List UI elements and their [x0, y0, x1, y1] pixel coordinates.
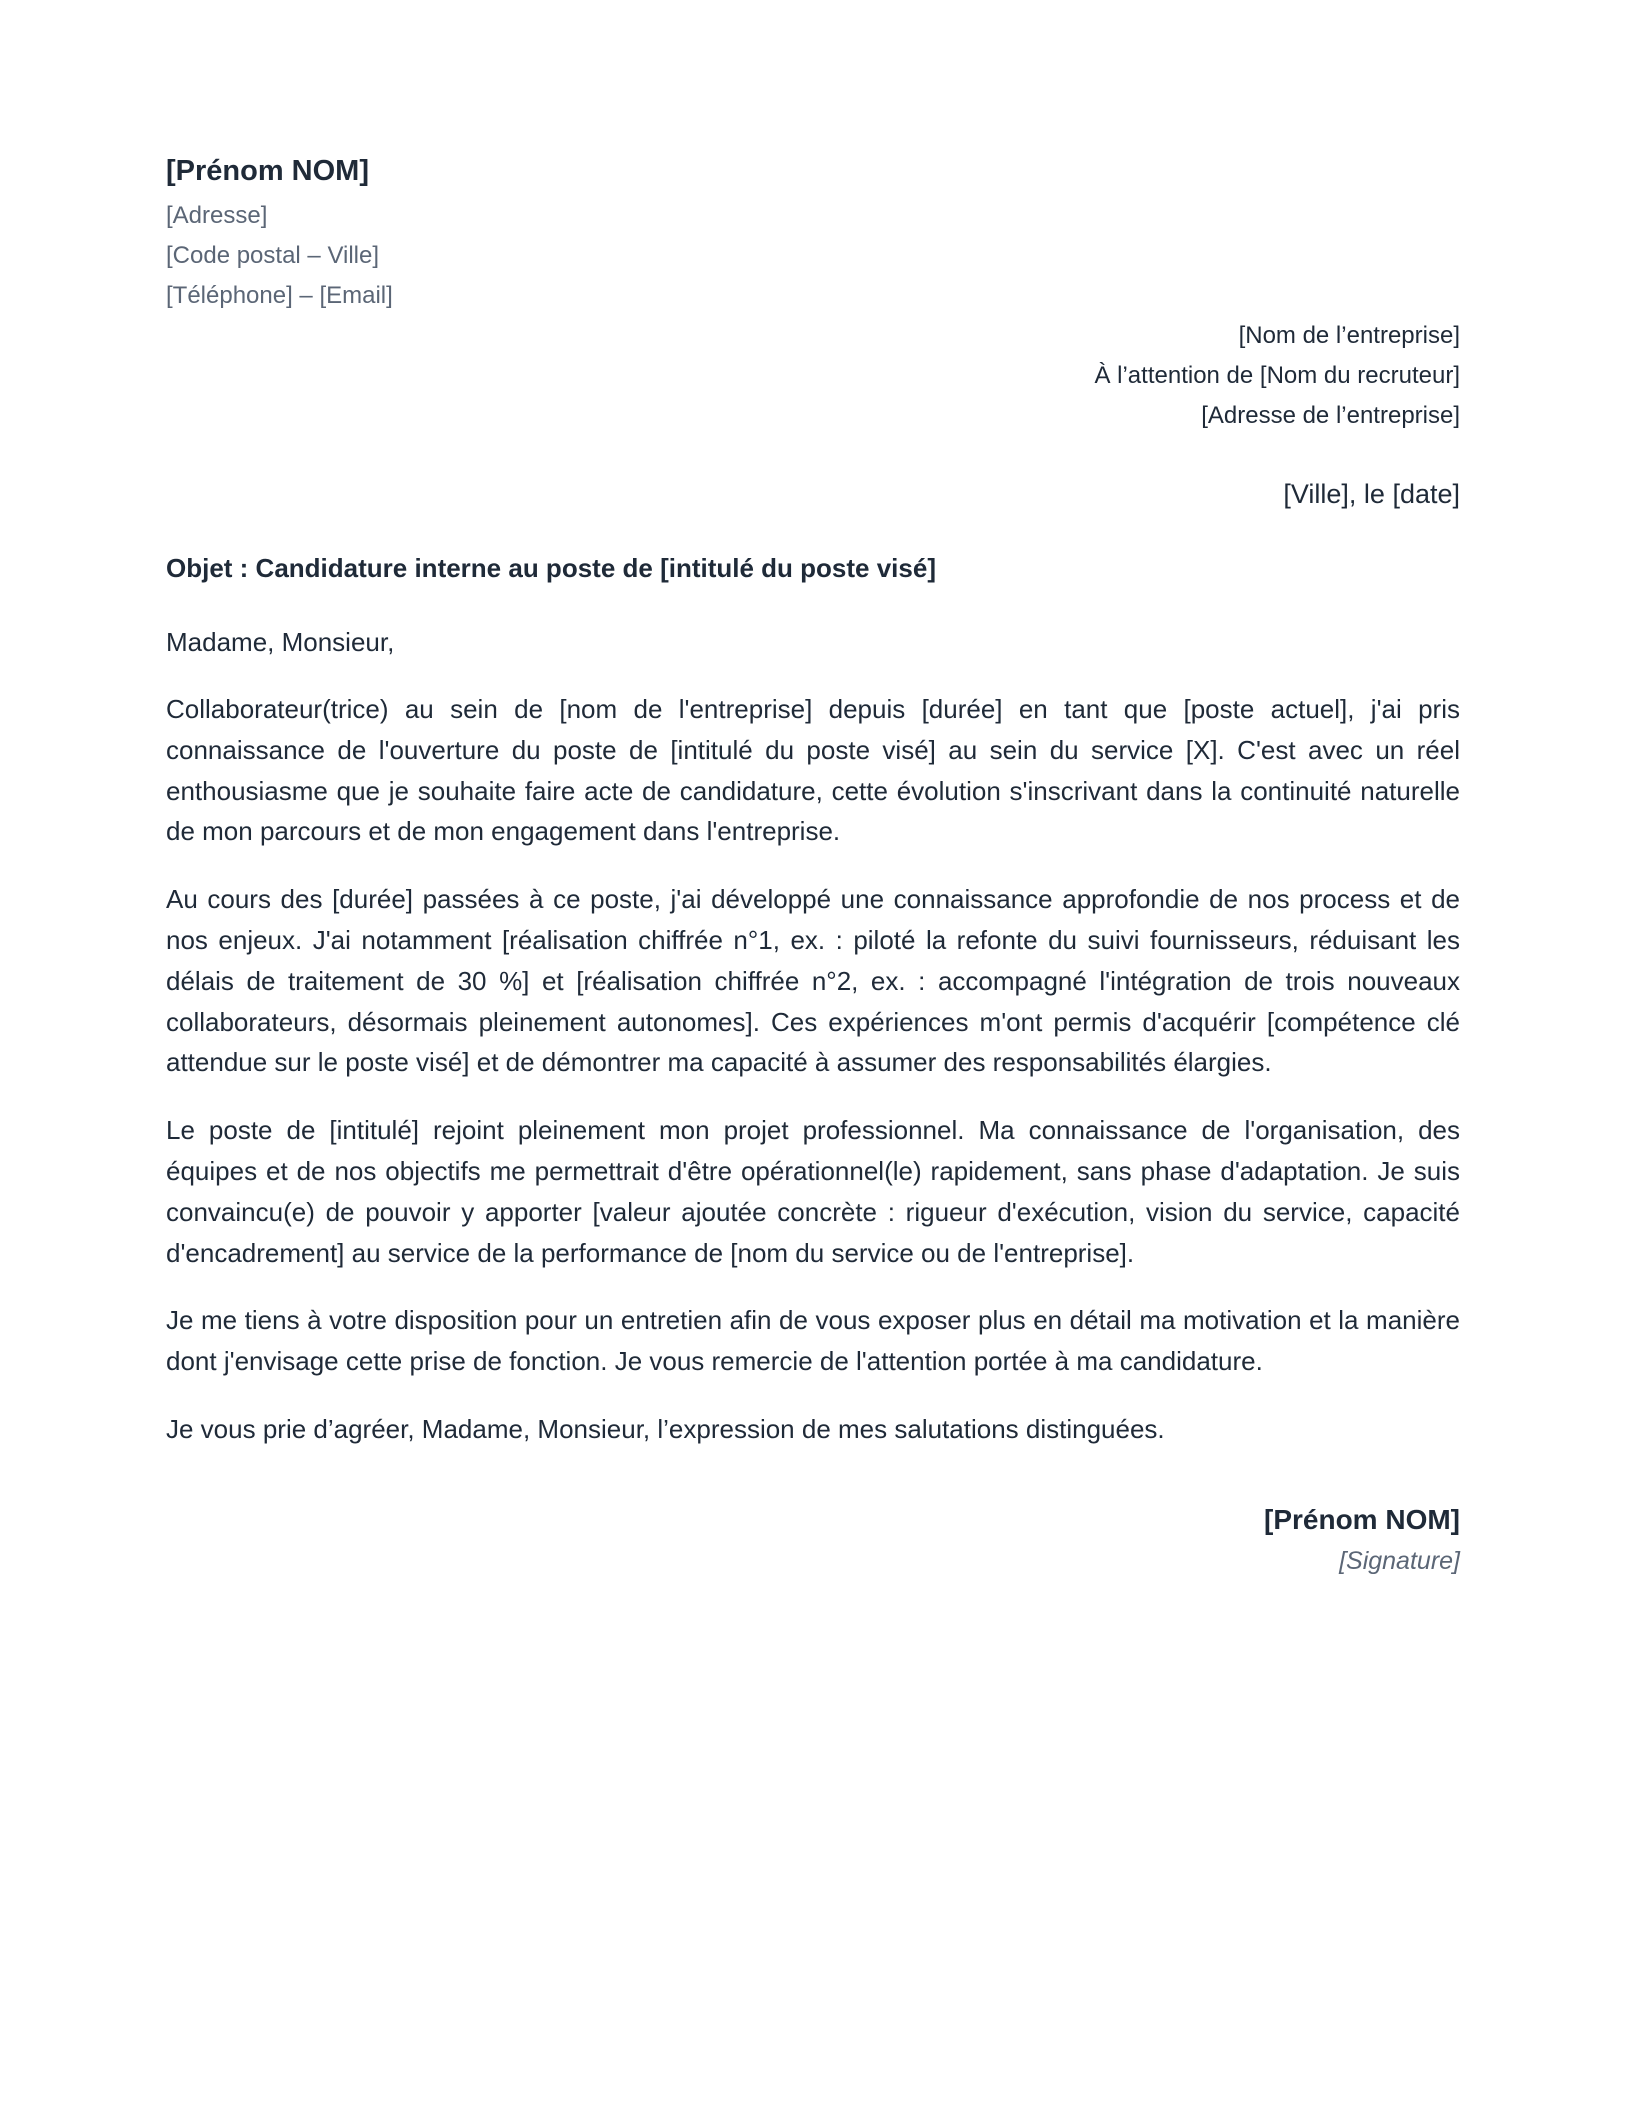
- body-paragraph: Le poste de [intitulé] rejoint pleinement mon projet professionnel. Ma connaissance de l'organisation, des équipes et de nos objectifs me permettrait d'être opérationnel(le) rapidement, sans phase d'adaptation. Je suis convaincu(e) de pouvoir y apporter [valeur ajoutée concrète : rigueur d'exécution, vision du service, capacité d'encadrement] au service de la performance de [nom du service ou de l'entreprise].: [166, 1115, 1460, 1268]
- body-paragraph: Je me tiens à votre disposition pour un entretien afin de vous exposer plus en détail ma motivation et la manière dont j'envisage cette prise de fonction. Je vous remercie de l'attention portée à ma candidature.: [166, 1305, 1460, 1377]
- letter-content: [166, 150, 1460, 1581]
- sender-block: [166, 150, 1460, 316]
- place-date: [Ville], le [date]: [1283, 479, 1460, 509]
- closing-formula: Je vous prie d’agréer, Madame, Monsieur, l’expression de mes salutations distinguées.: [166, 1413, 1165, 1444]
- recipient-address: [Adresse de l’entreprise]: [1201, 402, 1460, 429]
- sender-postal-city: [Code postal – Ville]: [166, 242, 380, 269]
- signature-label: [Signature]: [1339, 1546, 1460, 1575]
- body-paragraph: Au cours des [durée] passées à ce poste, j'ai développé une connaissance approfondie de nos process et de nos enjeux. J'ai notamment [réalisation chiffrée n°1, ex. : piloté la refonte du suivi fournisseurs, réduisant les délais de traitement de 30 %] et [réalisation chiffrée n°2, ex. : accompagné l'intégration de trois nouveaux collaborateurs, désormais pleinement autonomes]. Ces expériences m'ont permis d'acquérir [compétence clé attendue sur le poste visé] et de démontrer ma capacité à assumer des responsabilités élargies.: [166, 884, 1460, 1078]
- signature-name: [Prénom NOM]: [1264, 1503, 1460, 1535]
- salutation: Madame, Monsieur,: [166, 627, 395, 657]
- recipient-attention: À l’attention de [Nom du recruteur]: [1094, 362, 1460, 389]
- sender-name: [Prénom NOM]: [166, 155, 369, 187]
- recipient-company: [Nom de l’entreprise]: [1238, 322, 1460, 349]
- recipient-block: [166, 316, 1460, 436]
- sender-address: [Adresse]: [166, 202, 268, 229]
- sender-contact: [Téléphone] – [Email]: [166, 282, 393, 309]
- body-paragraph: Collaborateur(trice) au sein de [nom de l'entreprise] depuis [durée] en tant que [poste actuel], j'ai pris connaissance de l'ouverture du poste de [intitulé du poste visé] au sein du service [X]. C'est avec un réel enthousiasme que je souhaite faire acte de candidature, cette évolution s'inscrivant dans la continuité naturelle de mon parcours et de mon engagement dans l'entreprise.: [166, 694, 1460, 847]
- subject-line: Objet : Candidature interne au poste de [intitulé du poste visé]: [166, 553, 936, 583]
- signature-block: [166, 1499, 1460, 1581]
